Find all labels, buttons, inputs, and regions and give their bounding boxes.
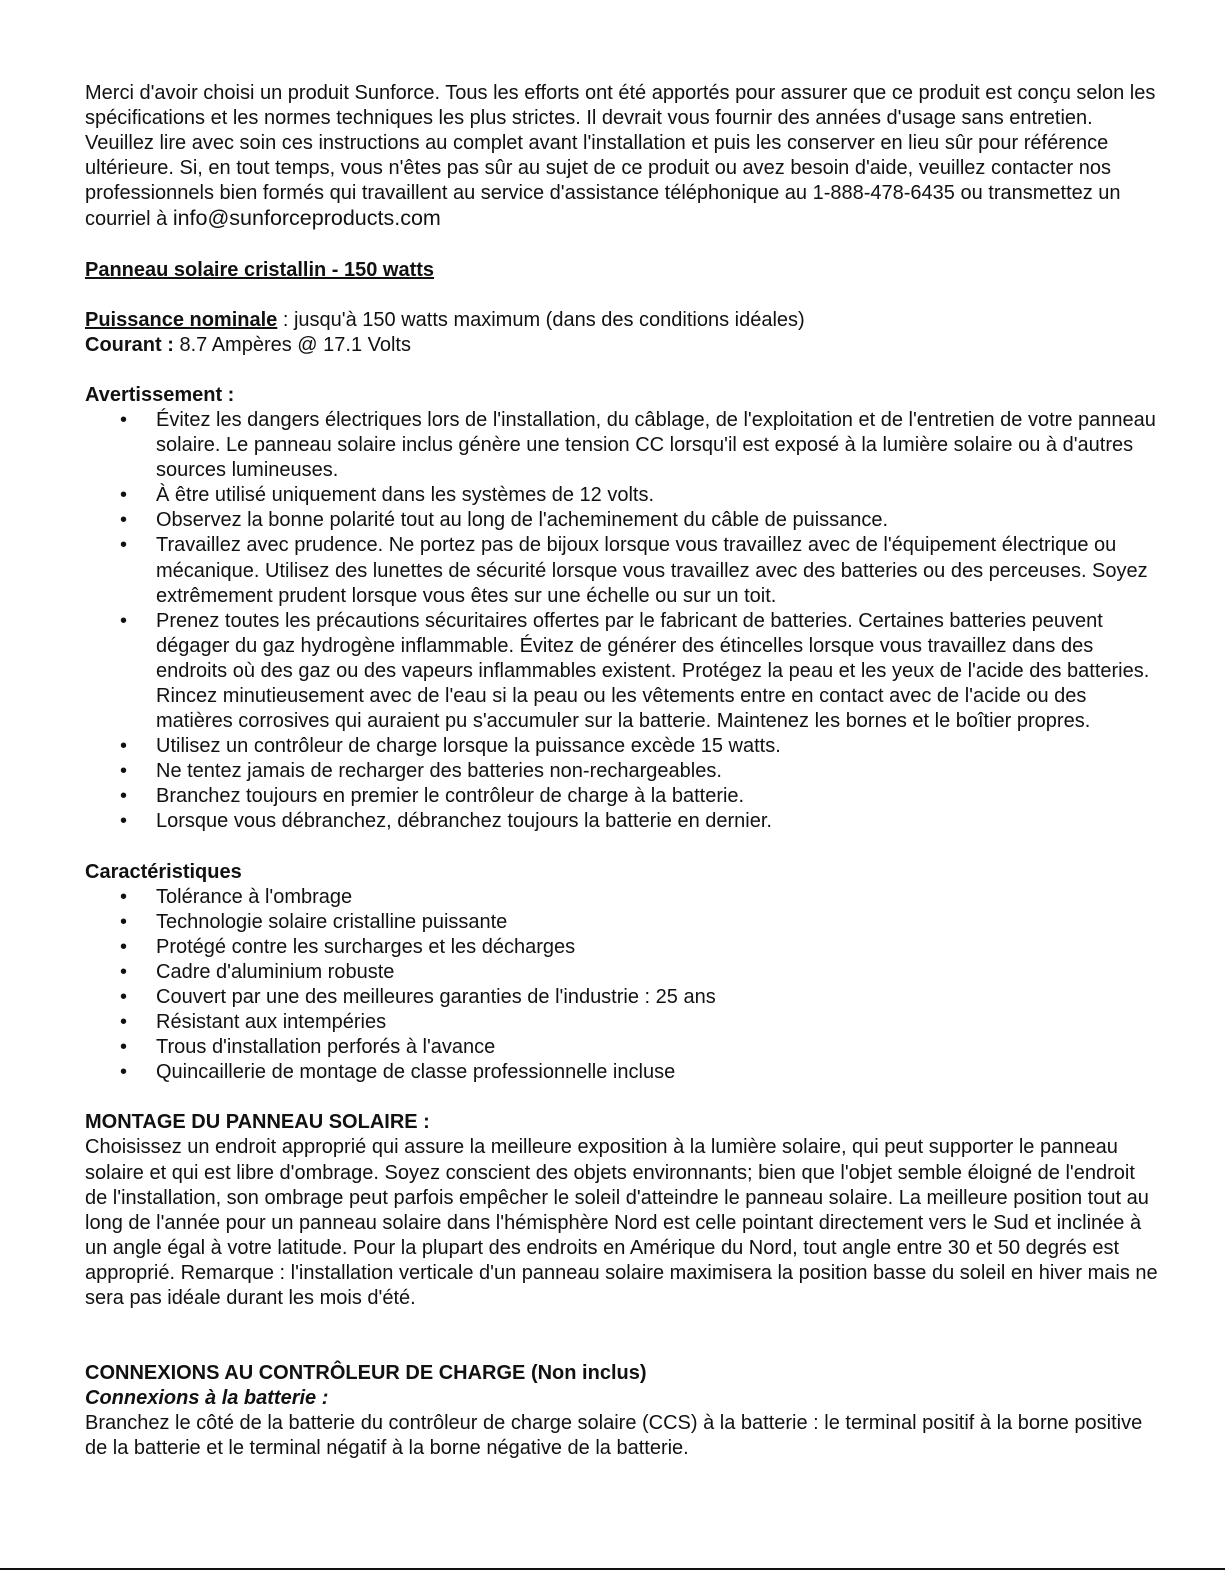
list-item (85, 985, 1160, 1010)
bullet-icon: • (120, 408, 128, 431)
bullet-icon: • (120, 1061, 128, 1084)
spec-power-label: Puissance nominale (85, 308, 278, 331)
spec-current-value: 8.7 Ampères @ 17.1 Volts (173, 333, 411, 356)
spec-current-label: Courant : (85, 333, 174, 356)
spec-power-value: : jusqu'à 150 watts maximum (dans des conditions idéales) (277, 308, 805, 331)
list-item (85, 408, 1160, 483)
page-bottom-rule (0, 1568, 1225, 1570)
feature-item-text: Tolérance à l'ombrage (156, 885, 353, 908)
bullet-icon: • (120, 509, 128, 532)
warning-item-text: Travaillez avec prudence. Ne portez pas de bijoux lorsque vous travaillez avec de l'équipement électrique ou mécanique. Utilisez des lunettes de sécurité lorsque vous travaillez avec des batteries ou des perceuses. Soyez extrêmement prudent lorsque vous êtes sur une échelle ou sur un toit. (156, 534, 1148, 607)
feature-item-text: Quincaillerie de montage de classe professionnelle incluse (156, 1061, 676, 1084)
features-list (85, 885, 1160, 1086)
warning-item-text: Prenez toutes les précautions sécuritaires offertes par le fabricant de batteries. Certaines batteries peuvent dégager du gaz hydrogène inflammable. Évitez de générer des étincelles lorsque vous travaillez dans des endroits où des gaz ou des vapeurs inflammables existent. Protégez la peau et les yeux de l'acide des batteries. Rincez minutieusement avec de l'eau si la peau ou les vêtements entre en contact avec de l'acide ou des matières corrosives qui auraient pu s'accumuler sur la batterie. Maintenez les bornes et le boîtier propres. (156, 609, 1150, 733)
spec-power (85, 308, 1160, 333)
feature-item-text: Trous d'installation perforés à l'avance (156, 1036, 496, 1059)
bullet-icon: • (120, 1036, 128, 1059)
warning-item-text: Utilisez un contrôleur de charge lorsque la puissance excède 15 watts. (156, 735, 781, 758)
feature-item-text: Résistant aux intempéries (156, 1011, 387, 1034)
list-item (85, 759, 1160, 784)
bullet-icon: • (120, 960, 128, 983)
bullet-icon: • (120, 910, 128, 933)
list-item (85, 533, 1160, 608)
bullet-icon: • (120, 986, 128, 1008)
list-item (85, 508, 1160, 533)
list-item (85, 609, 1160, 734)
warning-item-text: Branchez toujours en premier le contrôleur de charge à la batterie. (156, 785, 745, 808)
bullet-icon: • (120, 760, 128, 783)
list-item (85, 1060, 1160, 1085)
bullet-icon: • (120, 609, 128, 632)
support-email: info@sunforceproducts.com (172, 206, 441, 231)
document-page (85, 81, 1160, 1462)
list-item (85, 809, 1160, 834)
warning-item-text: Ne tentez jamais de recharger des batteries non-rechargeables. (156, 760, 722, 783)
warning-heading: Avertissement : (85, 383, 235, 406)
mounting-heading: MONTAGE DU PANNEAU SOLAIRE : (85, 1111, 430, 1134)
list-item (85, 1010, 1160, 1035)
features-heading: Caractéristiques (85, 860, 242, 883)
feature-item-text: Technologie solaire cristalline puissante (156, 910, 508, 933)
bullet-icon: • (120, 885, 128, 908)
connections-paragraph: Branchez le côté de la batterie du contrôleur de charge solaire (CCS) à la batterie : le terminal positif à la borne positive de la batterie et le terminal négatif à la borne négative de la batterie. (85, 1412, 1143, 1460)
warning-item-text: Observez la bonne polarité tout au long de l'acheminement du câble de puissance. (156, 509, 889, 532)
mounting-paragraph: Choisissez un endroit approprié qui assure la meilleure exposition à la lumière solaire, qui peut supporter le panneau solaire et qui est libre d'ombrage. Soyez conscient des objets environnants; bien que l'objet semble éloigné de l'endroit de l'installation, son ombrage peut parfois empêcher le soleil d'atteindre le panneau solaire. La meilleure position tout au long de l'année pour un panneau solaire dans l'hémisphère Nord est celle pointant directement vers le Sud et inclinée à un angle égal à votre latitude. Pour la plupart des endroits en Amérique du Nord, tout angle entre 30 et 50 degrés est approprié. Remarque : l'installation verticale d'un panneau solaire maximisera la position basse du soleil en hiver mais ne sera pas idéale durant les mois d'été. (85, 1136, 1158, 1310)
feature-item-text: Cadre d'aluminium robuste (156, 960, 395, 983)
list-item (85, 1035, 1160, 1060)
list-item (85, 910, 1160, 935)
spec-current (85, 333, 1160, 358)
bullet-icon: • (120, 534, 128, 557)
list-item (85, 885, 1160, 910)
list-item (85, 784, 1160, 809)
battery-connections-subheading: Connexions à la batterie : (85, 1387, 329, 1410)
list-item (85, 935, 1160, 960)
warning-item-text: Lorsque vous débranchez, débranchez toujours la batterie en dernier. (156, 810, 772, 833)
intro-text: Merci d'avoir choisi un produit Sunforce. Tous les efforts ont été apportés pour assurer que ce produit est conçu selon les spécifications et les normes techniques les plus strictes. Il devrait vous fournir des années d'usage sans entretien. Veuillez lire avec soin ces instructions au complet avant l'installation et puis les conserver en lieu sûr pour référence ultérieure. Si, en tout temps, vous n'êtes pas sûr au sujet de ce produit ou avez besoin d'aide, veuillez contacter nos professionnels bien formés qui travaillent au service d'assistance téléphonique au 1-888-478-6435 ou transmettez un courriel à (85, 82, 1156, 231)
product-title: Panneau solaire cristallin - 150 watts (85, 258, 435, 281)
feature-item-text: Couvert par une des meilleures garanties de l'industrie : 25 ans (156, 986, 716, 1008)
warning-item-text: À être utilisé uniquement dans les systèmes de 12 volts. (156, 484, 655, 507)
warning-item-text: Évitez les dangers électriques lors de l'installation, du câblage, de l'exploitation et de l'entretien de votre panneau solaire. Le panneau solaire inclus génère une tension CC lorsqu'il est exposé à la lumière solaire ou à d'autres sources lumineuses. (156, 408, 1156, 482)
list-item (85, 960, 1160, 985)
intro-paragraph (85, 81, 1160, 233)
bullet-icon: • (120, 785, 128, 808)
feature-item-text: Protégé contre les surcharges et les décharges (156, 935, 576, 958)
bullet-icon: • (120, 810, 128, 833)
bullet-icon: • (120, 1011, 128, 1034)
connections-heading: CONNEXIONS AU CONTRÔLEUR DE CHARGE (Non inclus) (85, 1362, 647, 1385)
bullet-icon: • (120, 484, 128, 507)
warning-list (85, 408, 1160, 835)
bullet-icon: • (120, 735, 128, 758)
list-item (85, 734, 1160, 759)
list-item (85, 483, 1160, 508)
bullet-icon: • (120, 935, 128, 958)
